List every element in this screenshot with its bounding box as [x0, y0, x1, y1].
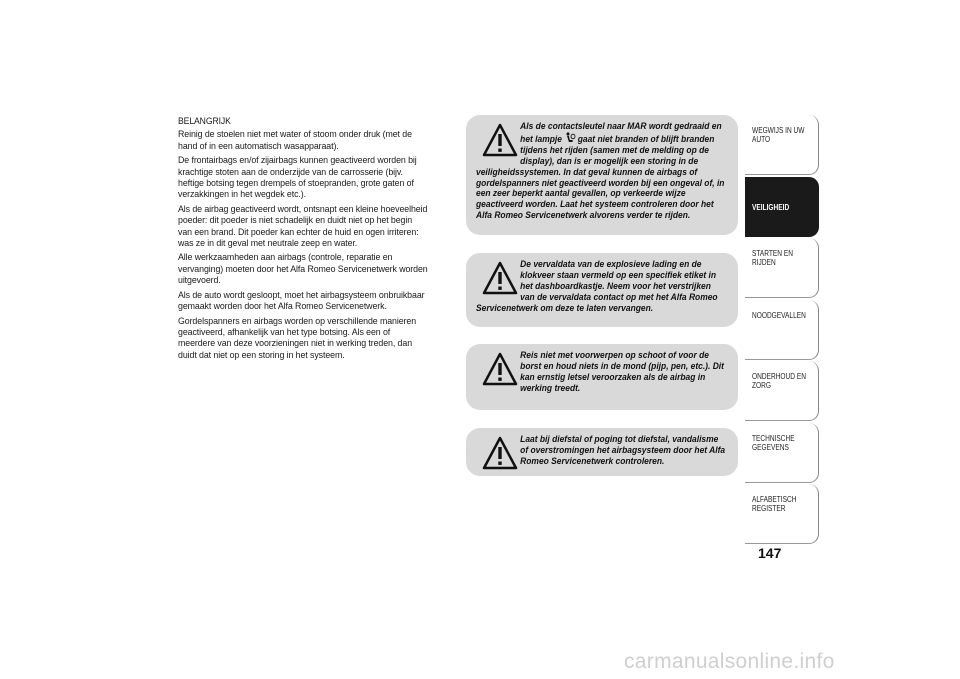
important-heading: BELANGRIJK [178, 115, 231, 126]
warning-box-airbag-lamp [466, 115, 738, 235]
warning-box-objects [466, 344, 738, 410]
paragraph: De frontairbags en/of zijairbags kunnen geactiveerd worden bij krachtige stoten aan de onderzijde van de carrosserie (bijv. heftige botsing tegen drempels of stoepranden, grote gaten of verzakkingen in het wegdek etc.). [178, 155, 417, 201]
paragraph: Alle werkzaamheden aan airbags (controle, reparatie en vervanging) moeten door het Alfa Romeo Servicenetwerk worden uitgevoerd. [178, 252, 428, 287]
tab-technische-gegevens[interactable]: TECHNISCHE GEGEVENS [745, 423, 819, 483]
tab-starten-en-rijden[interactable]: STARTEN EN RIJDEN [745, 238, 819, 298]
warning-box-theft [466, 428, 738, 476]
paragraph: Als de airbag geactiveerd wordt, ontsnapt een kleine hoeveelheid poeder: dit poeder is niet schadelijk en duidt niet op het begin van een brand. Dit poeder kan echter de huid en ogen irriteren: was ze in dit geval met neutrale zeep en water. [178, 203, 428, 250]
warning-text: Laat bij diefstal of poging tot diefstal, vandalisme of overstromingen het airbagsysteem door het Alfa Romeo Servicenetwerk controleren. [520, 434, 726, 466]
warning-text: Als de contactsleutel naar MAR wordt gedraaid en het lampje [520, 121, 722, 144]
warning-box-expiry [466, 253, 738, 327]
paragraph: Reinig de stoelen niet met water of stoom onder druk (met de hand of in een automatisch wasapparaat). [178, 129, 412, 152]
warning-text: Reis niet met voorwerpen op schoot of voor de borst en houd niets in de mond (pijp, pen, etc.). Dit kan ernstig letsel veroorzaken als de airbag in werking treedt. [520, 350, 724, 393]
body-text [178, 115, 428, 364]
chapter-tabs [745, 115, 819, 546]
airbag-warning-lamp-icon [564, 132, 575, 143]
tab-veiligheid[interactable]: VEILIGHEID [745, 177, 819, 237]
tab-noodgevallen[interactable]: NOODGEVALLEN [745, 300, 819, 360]
warning-text: De vervaldata van de explosieve lading en de klokveer staan vermeld op een specifiek etiket in het dashboardkastje. Neem voor het verstrijken van de vervaldata contact op met het Alfa Romeo Servicenetwerk om deze te laten vervangen. [476, 259, 718, 313]
warning-text: gaat niet branden of blijft branden tijdens het rijden (samen met de melding op de display), dan is er mogelijk een storing in de veiligheidssystemen. In dat geval kunnen de airbags of gordelspanners niet geactiveerd worden bij een ongeval of, in een zeer beperkt aantal gevallen, op verkeerde wijze geactiveerd worden. Laat het systeem controleren door het Alfa Romeo Servicenetwerk alvorens verder te rijden. [476, 133, 725, 221]
tab-alfabetisch-register[interactable]: ALFABETISCH REGISTER [745, 484, 819, 544]
watermark: carmanualsonline.info [624, 650, 835, 673]
tab-onderhoud-en-zorg[interactable]: ONDERHOUD EN ZORG [745, 361, 819, 421]
tab-wegwijs-in-uw-auto[interactable]: WEGWIJS IN UW AUTO [745, 115, 819, 175]
paragraph: Als de auto wordt gesloopt, moet het airbagsysteem onbruikbaar gemaakt worden door het Alfa Romeo Servicenetwerk. [178, 289, 425, 313]
paragraph: Gordelspanners en airbags worden op verschillende manieren geactiveerd, afhankelijk van het type botsing. Als een of meerdere van deze voorzieningen niet in werking treden, dan duidt dat niet op een storing in het systeem. [178, 315, 417, 361]
page-number: 147 [758, 545, 782, 561]
